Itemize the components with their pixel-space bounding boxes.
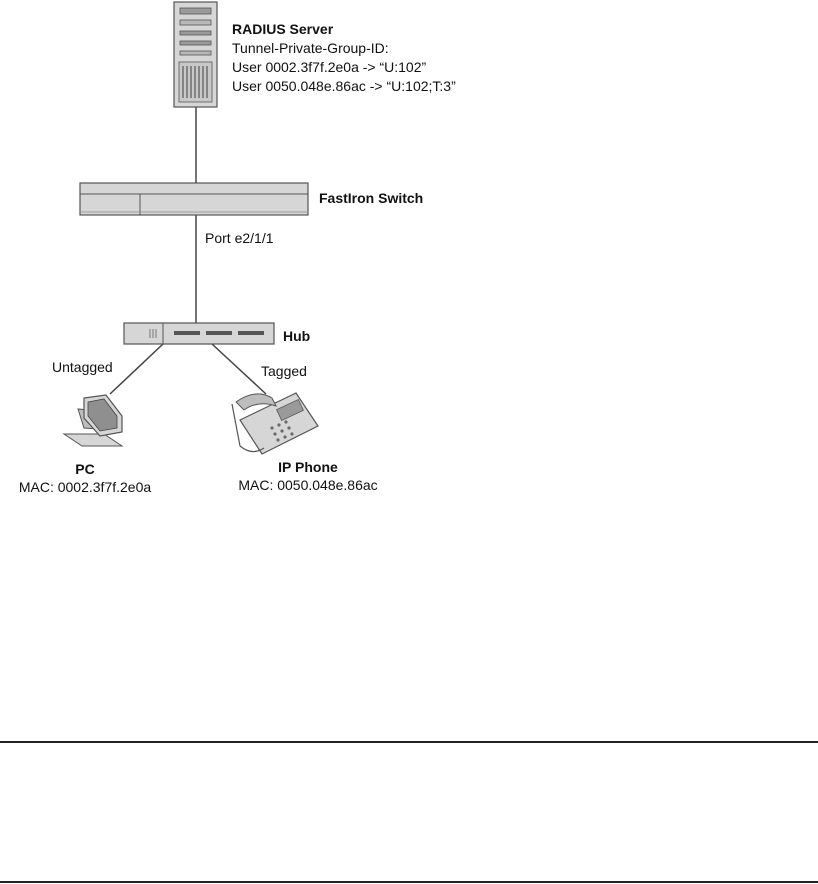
radius-user-line: User 0002.3f7f.2e0a -> “U:102” — [232, 59, 427, 75]
hub-label: Hub — [283, 328, 311, 344]
pc-name: PC — [75, 461, 95, 477]
radius-attribute-label: Tunnel-Private-Group-ID: — [232, 40, 389, 56]
ip-phone-icon — [232, 393, 318, 454]
server-icon — [174, 2, 217, 107]
hub-pc-link — [110, 344, 163, 394]
radius-server-title: RADIUS Server — [232, 21, 334, 37]
pc-mac: MAC: 0002.3f7f.2e0a — [18, 479, 152, 495]
tagged-label: Tagged — [261, 363, 307, 379]
divider-bottom — [0, 881, 818, 883]
hub-phone-link — [212, 344, 266, 394]
radius-user-line: User 0050.048e.86ac -> “U:102;T:3” — [232, 78, 456, 94]
hub-icon — [124, 323, 274, 344]
port-label: Port e2/1/1 — [205, 230, 274, 246]
switch-label: FastIron Switch — [319, 190, 424, 206]
pc-icon — [64, 395, 122, 446]
divider-top — [0, 741, 818, 743]
ip-phone-mac: MAC: 0050.048e.86ac — [238, 477, 378, 493]
ip-phone-name: IP Phone — [278, 459, 338, 475]
untagged-label: Untagged — [52, 359, 113, 375]
switch-icon — [80, 183, 308, 215]
